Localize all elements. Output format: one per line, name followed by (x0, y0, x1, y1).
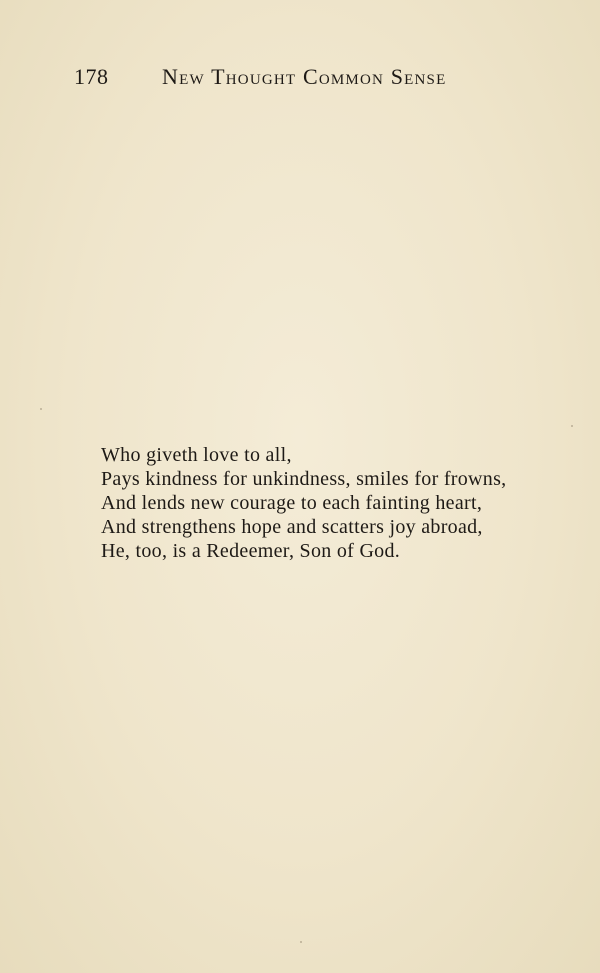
paper-speck (571, 425, 573, 427)
poem-stanza (101, 443, 551, 563)
paper-speck (300, 941, 302, 943)
poem-line: Who giveth love to all, (101, 444, 292, 466)
poem-line: And strengthens hope and scatters joy abroad, (101, 516, 483, 538)
running-head (74, 64, 494, 94)
poem-line: He, too, is a Redeemer, Son of God. (101, 540, 401, 562)
poem-line: And lends new courage to each fainting heart, (101, 492, 483, 514)
running-title: New Thought Common Sense (162, 64, 447, 89)
poem-line: Pays kindness for unkindness, smiles for frowns, (101, 468, 507, 490)
paper-speck (40, 408, 42, 410)
page-number: 178 (74, 64, 109, 89)
